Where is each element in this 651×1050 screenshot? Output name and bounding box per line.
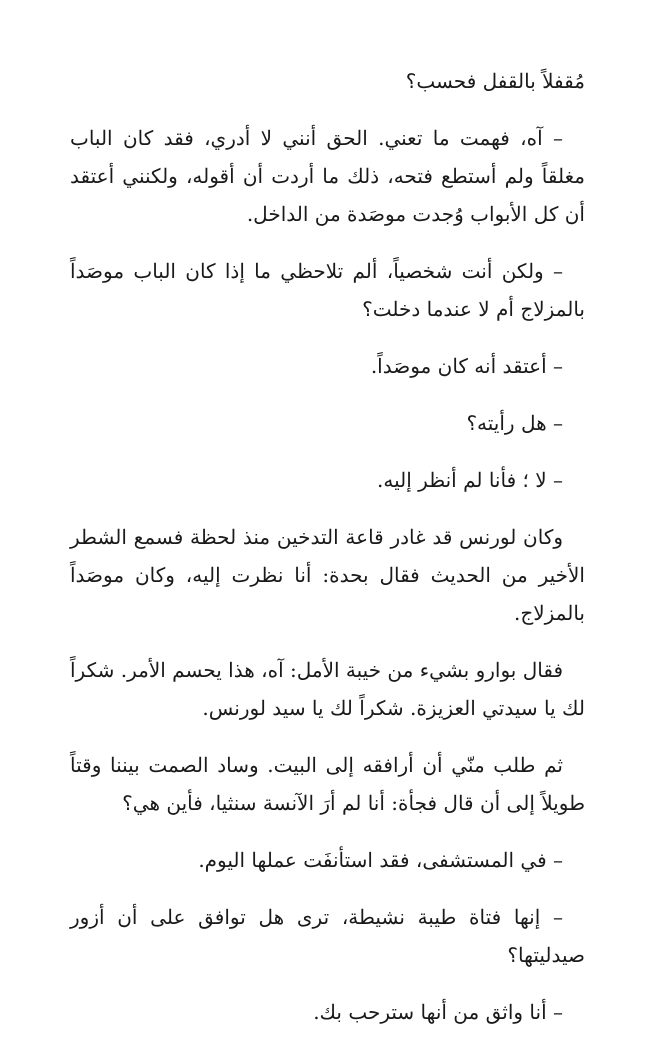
paragraph-dialog-hospital: – في المستشفى، فقد استأنفَت عملها اليوم.	[198, 848, 563, 872]
paragraph-dialog-did-you-see: – هل رأيته؟	[466, 411, 563, 435]
paragraph-dialog-did-not-look: – لا ؛ فأنا لم أنظر إليه.	[377, 468, 563, 492]
paragraph-walk-home: ثم طلب منّي أن أرافقه إلى البيت. وساد الصمت بيننا وقتاً طويلاً إلى أن قال فجأة: أنا لم أرَ الآنسة سنثيا، فأين هي؟	[70, 753, 585, 815]
paragraph-dialog-visit-dispensary: – إنها فتاة طيبة نشيطة، ترى هل توافق على أن أزور صيدليتها؟	[70, 905, 585, 967]
paragraph-dialog-welcome: – أنا واثق من أنها سترحب بك.	[313, 1000, 563, 1024]
paragraph-poirot-disappointment: فقال بوارو بشيء من خيبة الأمل: آه، هذا يحسم الأمر. شكراً لك يا سيدتي العزيزة. شكراً لك يا سيد لورنس.	[70, 658, 585, 720]
book-page	[70, 62, 585, 1050]
paragraph-dialog-did-you-notice: – ولكن أنت شخصياً، ألم تلاحظي ما إذا كان الباب موصَداً بالمزلاج أم لا عندما دخلت؟	[70, 259, 585, 321]
paragraph-dialog-i-think-bolted: – أعتقد أنه كان موصَداً.	[370, 354, 563, 378]
paragraph-dialog-doors-bolted: – آه، فهمت ما تعني. الحق أنني لا أدري، فقد كان الباب مغلقاً ولم أستطع فتحه، ذلك ما أردت أن أقوله، ولكنني أعتقد أن كل الأبواب وُجدت موصَدة من الداخل.	[70, 126, 585, 226]
paragraph-locked-question: مُقفلاً بالقفل فحسب؟	[405, 69, 585, 93]
paragraph-lawrence-narration: وكان لورنس قد غادر قاعة التدخين منذ لحظة فسمع الشطر الأخير من الحديث فقال بحدة: أنا نظرت إليه، وكان موصَداً بالمزلاج.	[70, 525, 585, 625]
